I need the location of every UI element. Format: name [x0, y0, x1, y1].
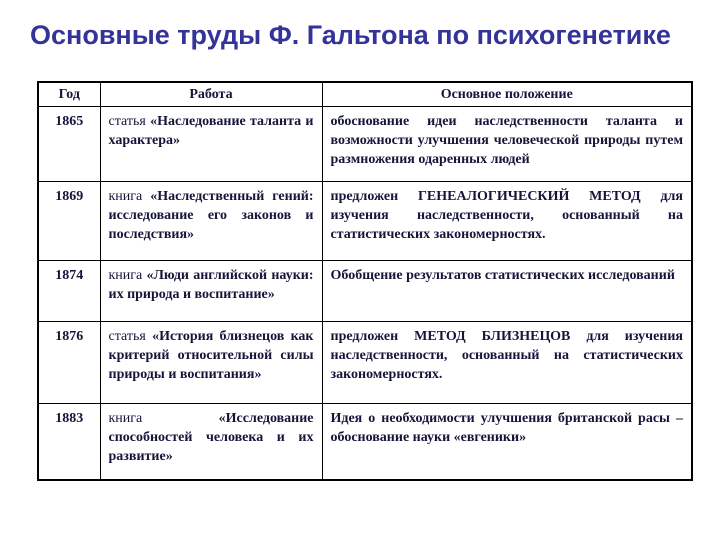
header-year: Год: [38, 82, 100, 107]
work-cell: [100, 182, 322, 261]
thesis-cell: обоснование идеи наследственности таланта и возможности улучшения человеческой природы путем размножения одаренных людей: [322, 107, 692, 182]
table-row: [38, 404, 692, 480]
table-row: [38, 322, 692, 404]
work-cell: [100, 322, 322, 404]
thesis-cell: Идея о необходимости улучшения британской расы – обоснование науки «евгеники»: [322, 404, 692, 480]
table-row: [38, 261, 692, 322]
work-cell: [100, 404, 322, 480]
work-type-label: книга: [108, 411, 143, 426]
thesis-cell: Обобщение результатов статистических исследований: [322, 261, 692, 322]
table-row: [38, 107, 692, 182]
works-table: [37, 81, 693, 481]
work-title: «История близнецов как критерий относительной силы природы и воспитания»: [108, 329, 314, 382]
year-cell: 1874: [38, 261, 100, 322]
year-cell: 1869: [38, 182, 100, 261]
work-type-label: книга: [108, 189, 143, 204]
table-row: [38, 182, 692, 261]
work-title: «Исследование способностей человека и их развитие»: [108, 411, 314, 464]
work-cell: [100, 261, 322, 322]
table-header-row: [38, 82, 692, 107]
work-title: «Наследственный гений: исследование его законов и последствия»: [108, 189, 314, 242]
header-thesis: Основное положение: [322, 82, 692, 107]
thesis-cell: предложен МЕТОД БЛИЗНЕЦОВ для изучения наследственности, основанный на статистических закономерностях.: [322, 322, 692, 404]
work-title: «Люди английской науки: их природа и воспитание»: [108, 268, 314, 302]
year-cell: 1883: [38, 404, 100, 480]
work-type-label: статья: [108, 329, 146, 344]
thesis-cell: предложен ГЕНЕАЛОГИЧЕСКИЙ МЕТОД для изучения наследственности, основанный на статистических закономерностях.: [322, 182, 692, 261]
year-cell: 1876: [38, 322, 100, 404]
work-cell: [100, 107, 322, 182]
work-title: «Наследование таланта и характера»: [108, 114, 314, 148]
work-type-label: книга: [108, 268, 143, 283]
year-cell: 1865: [38, 107, 100, 182]
header-work: Работа: [100, 82, 322, 107]
page-title: Основные труды Ф. Гальтона по психогенетике: [30, 20, 671, 50]
work-type-label: статья: [108, 114, 146, 129]
